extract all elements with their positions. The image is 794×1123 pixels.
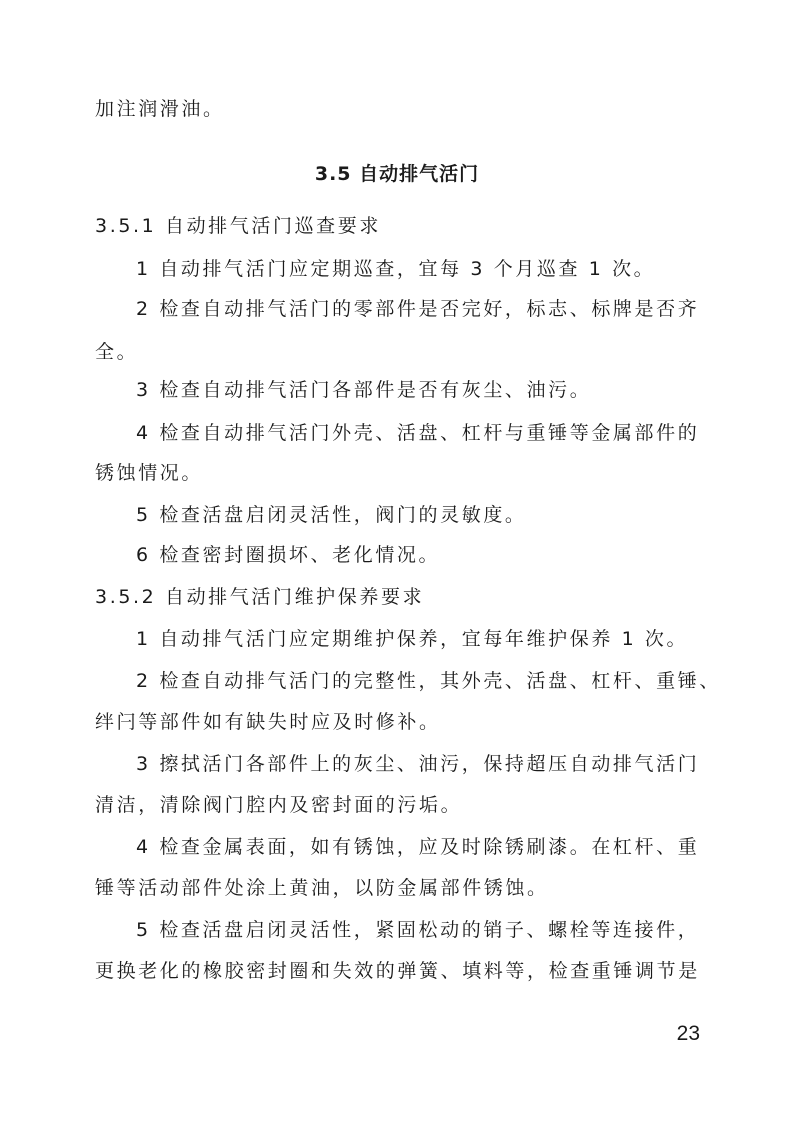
paragraph-continuation: 加注润滑油。 <box>95 98 225 120</box>
list-item: 3 检查自动排气活门各部件是否有灰尘、油污。 <box>136 379 592 401</box>
list-item: 5 检查活盘启闭灵活性，紧固松动的销子、螺栓等连接件， <box>136 919 700 941</box>
list-item: 1 自动排气活门应定期巡查，宜每 3 个月巡查 1 次。 <box>136 258 656 280</box>
list-item-continuation: 全。 <box>95 341 139 363</box>
list-item-continuation: 更换老化的橡胶密封圈和失效的弹簧、填料等，检查重锤调节是 <box>95 960 700 982</box>
list-item: 4 检查自动排气活门外壳、活盘、杠杆与重锤等金属部件的 <box>136 422 700 444</box>
list-item-continuation: 锈蚀情况。 <box>95 462 204 484</box>
list-item: 4 检查金属表面，如有锈蚀，应及时除锈刷漆。在杠杆、重 <box>136 836 700 858</box>
list-item: 6 检查密封圈损坏、老化情况。 <box>136 544 441 566</box>
list-item: 2 检查自动排气活门的完整性，其外壳、活盘、杠杆、重锤、 <box>136 670 721 692</box>
list-item-continuation: 清洁，清除阀门腔内及密封面的污垢。 <box>95 794 463 816</box>
list-item-continuation: 锤等活动部件处涂上黄油，以防金属部件锈蚀。 <box>95 877 549 899</box>
list-item: 3 擦拭活门各部件上的灰尘、油污，保持超压自动排气活门 <box>136 753 700 775</box>
subsection-title-3-5-1: 3.5.1 自动排气活门巡查要求 <box>95 215 381 237</box>
subsection-title-3-5-2: 3.5.2 自动排气活门维护保养要求 <box>95 586 425 608</box>
list-item: 2 检查自动排气活门的零部件是否完好，标志、标牌是否齐 <box>136 298 700 320</box>
list-item: 5 检查活盘启闭灵活性，阀门的灵敏度。 <box>136 504 527 526</box>
section-heading: 3.5 自动排气活门 <box>314 163 480 185</box>
list-item: 1 自动排气活门应定期维护保养，宜每年维护保养 1 次。 <box>136 628 689 650</box>
page-number: 23 <box>676 1022 700 1045</box>
list-item-continuation: 绊闩等部件如有缺失时应及时修补。 <box>95 711 441 733</box>
